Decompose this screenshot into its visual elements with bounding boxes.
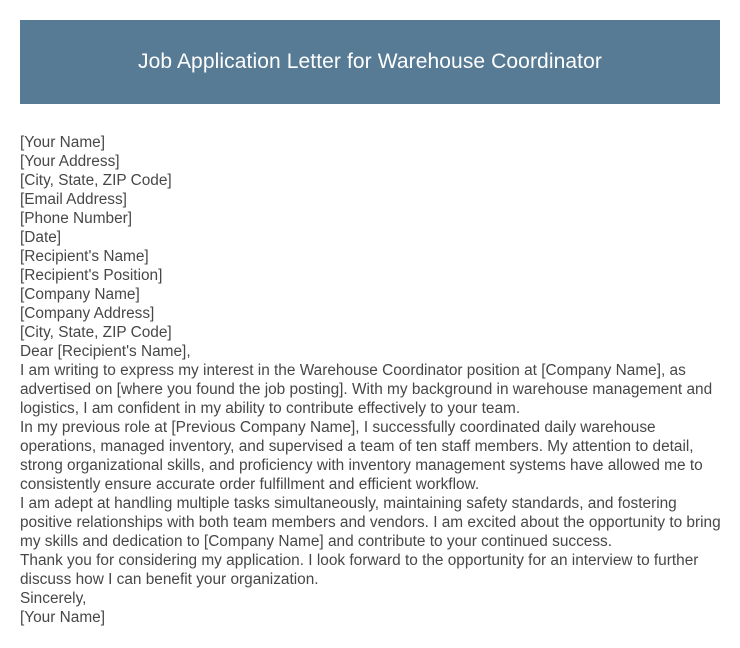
sender-email: [Email Address] — [20, 191, 127, 208]
recipient-address: [Company Address] — [20, 305, 155, 322]
page-header — [20, 20, 720, 104]
letter-body — [20, 133, 725, 627]
signature: [Your Name] — [20, 609, 105, 626]
recipient-city-state-zip: [City, State, ZIP Code] — [20, 324, 172, 341]
sender-name: [Your Name] — [20, 134, 105, 151]
sender-phone: [Phone Number] — [20, 210, 133, 227]
salutation: Dear [Recipient's Name], — [20, 343, 191, 360]
body-paragraph-intro: I am writing to express my interest in the Warehouse Coordinator position at [Company Name], as advertised on [where you found the job posting]. With my background in warehouse management and logistics, I am confident in my ability to contribute effectively to your team. — [20, 362, 713, 417]
body-paragraph-thanks: Thank you for considering my application. I look forward to the opportunity for an interview to further discuss how I can benefit your organization. — [20, 552, 699, 588]
body-paragraph-skills: I am adept at handling multiple tasks simultaneously, maintaining safety standards, and fostering positive relationships with both team members and vendors. I am excited about the opportunity to bring my skills and dedication to [Company Name] and contribute to your continued success. — [20, 495, 721, 550]
recipient-position: [Recipient's Position] — [20, 267, 163, 284]
sender-address: [Your Address] — [20, 153, 120, 170]
letter-date: [Date] — [20, 229, 62, 246]
body-paragraph-experience: In my previous role at [Previous Company Name], I successfully coordinated daily warehouse operations, managed inventory, and supervised a team of ten staff members. My attention to detail, strong organizational skills, and proficiency with inventory management systems have allowed me to consistently ensure accurate order fulfillment and efficient workflow. — [20, 419, 703, 493]
recipient-name: [Recipient's Name] — [20, 248, 149, 265]
recipient-company: [Company Name] — [20, 286, 140, 303]
closing: Sincerely, — [20, 590, 87, 607]
sender-city-state-zip: [City, State, ZIP Code] — [20, 172, 172, 189]
page-title: Job Application Letter for Warehouse Coordinator — [138, 50, 602, 73]
